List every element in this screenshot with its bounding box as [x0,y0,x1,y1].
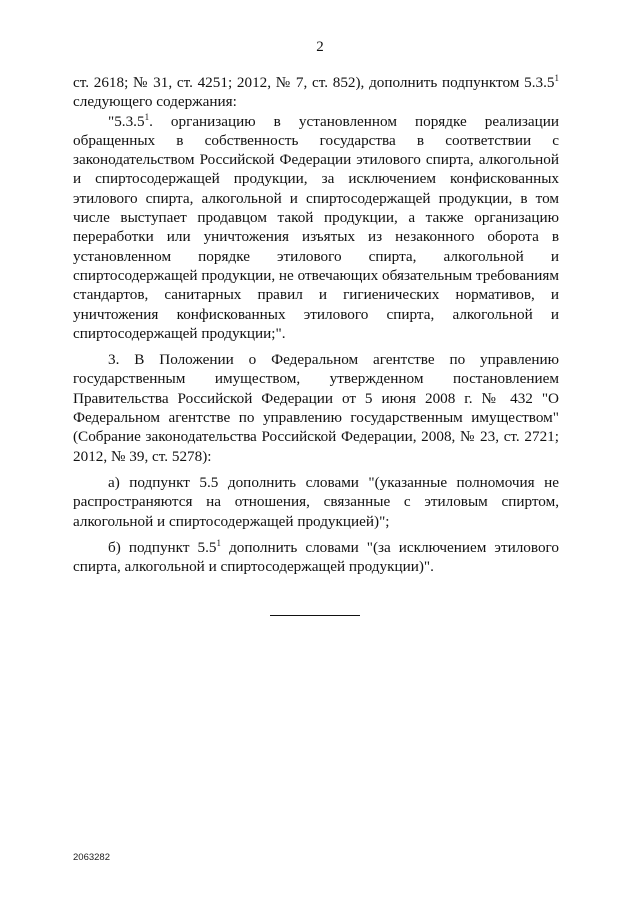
paragraph-gap [73,466,559,473]
superscript: 1 [554,72,559,83]
paragraph-item-a [73,473,559,531]
superscript: 1 [144,111,150,122]
paragraph-subclause-5-3-5-1 [73,112,559,344]
end-of-text-rule [270,615,360,616]
paragraph-continuation [73,73,559,112]
paragraph-text: б) подпункт 5.5 [108,538,217,556]
document-code: 2063282 [73,852,110,863]
paragraph-gap [73,343,559,350]
subclause-number: "5.3.5 [108,112,145,130]
document-body [73,73,559,576]
page-number: 2 [316,39,324,55]
paragraph-item-3 [73,350,559,466]
paragraph-item-b [73,538,559,577]
paragraph-text: 3. В Положении о Федеральном агентстве по управлению государственным имуществом, утвержденном постановлением Правительства Российской Федерации от 5 июня 2008 г. № 432 "О Федеральном агентстве по управлению государственным имуществом" (Собрание законодательства Российской Федерации, 2008, № 23, ст. 2721; 2012, № 39, ст. 5278): [73,351,559,465]
paragraph-text-tail: дополнить словами "(за исключением этилового спирта, алкогольной и спиртосодержащей продукции)". [73,538,559,576]
superscript: 1 [216,537,222,548]
paragraph-text: ст. 2618; № 31, ст. 4251; 2012, № 7, ст. 852), дополнить подпунктом 5.3.5 [73,74,555,91]
paragraph-text: а) подпункт 5.5 дополнить словами "(указанные полномочия не распространяются на отношения, связанные с этиловым спиртом, алкогольной и спиртосодержащей продукцией)"; [73,473,559,530]
paragraph-gap [73,531,559,538]
paragraph-text-tail: следующего содержания: [73,93,237,111]
paragraph-text: . организацию в установленном порядке реализации обращенных в собственность государства в соответствии с законодательством Российской Федерации этилового спирта, алкогольной и спиртосодержащей продукции, за исключением конфискованных этилового спирта, алкогольной и спиртосодержащей продукции, в том числе выступает продавцом такой продукции, а также организацию переработки или уничтожения изъятых из незаконного оборота в установленном порядке этилового спирта, алкогольной и спиртосодержащей продукции, не отвечающих обязательным требованиям стандартов, санитарных правил и гигиенических нормативов, и уничтожения конфискованных этилового спирта, алкогольной и спиртосодержащей продукции;". [73,112,559,342]
